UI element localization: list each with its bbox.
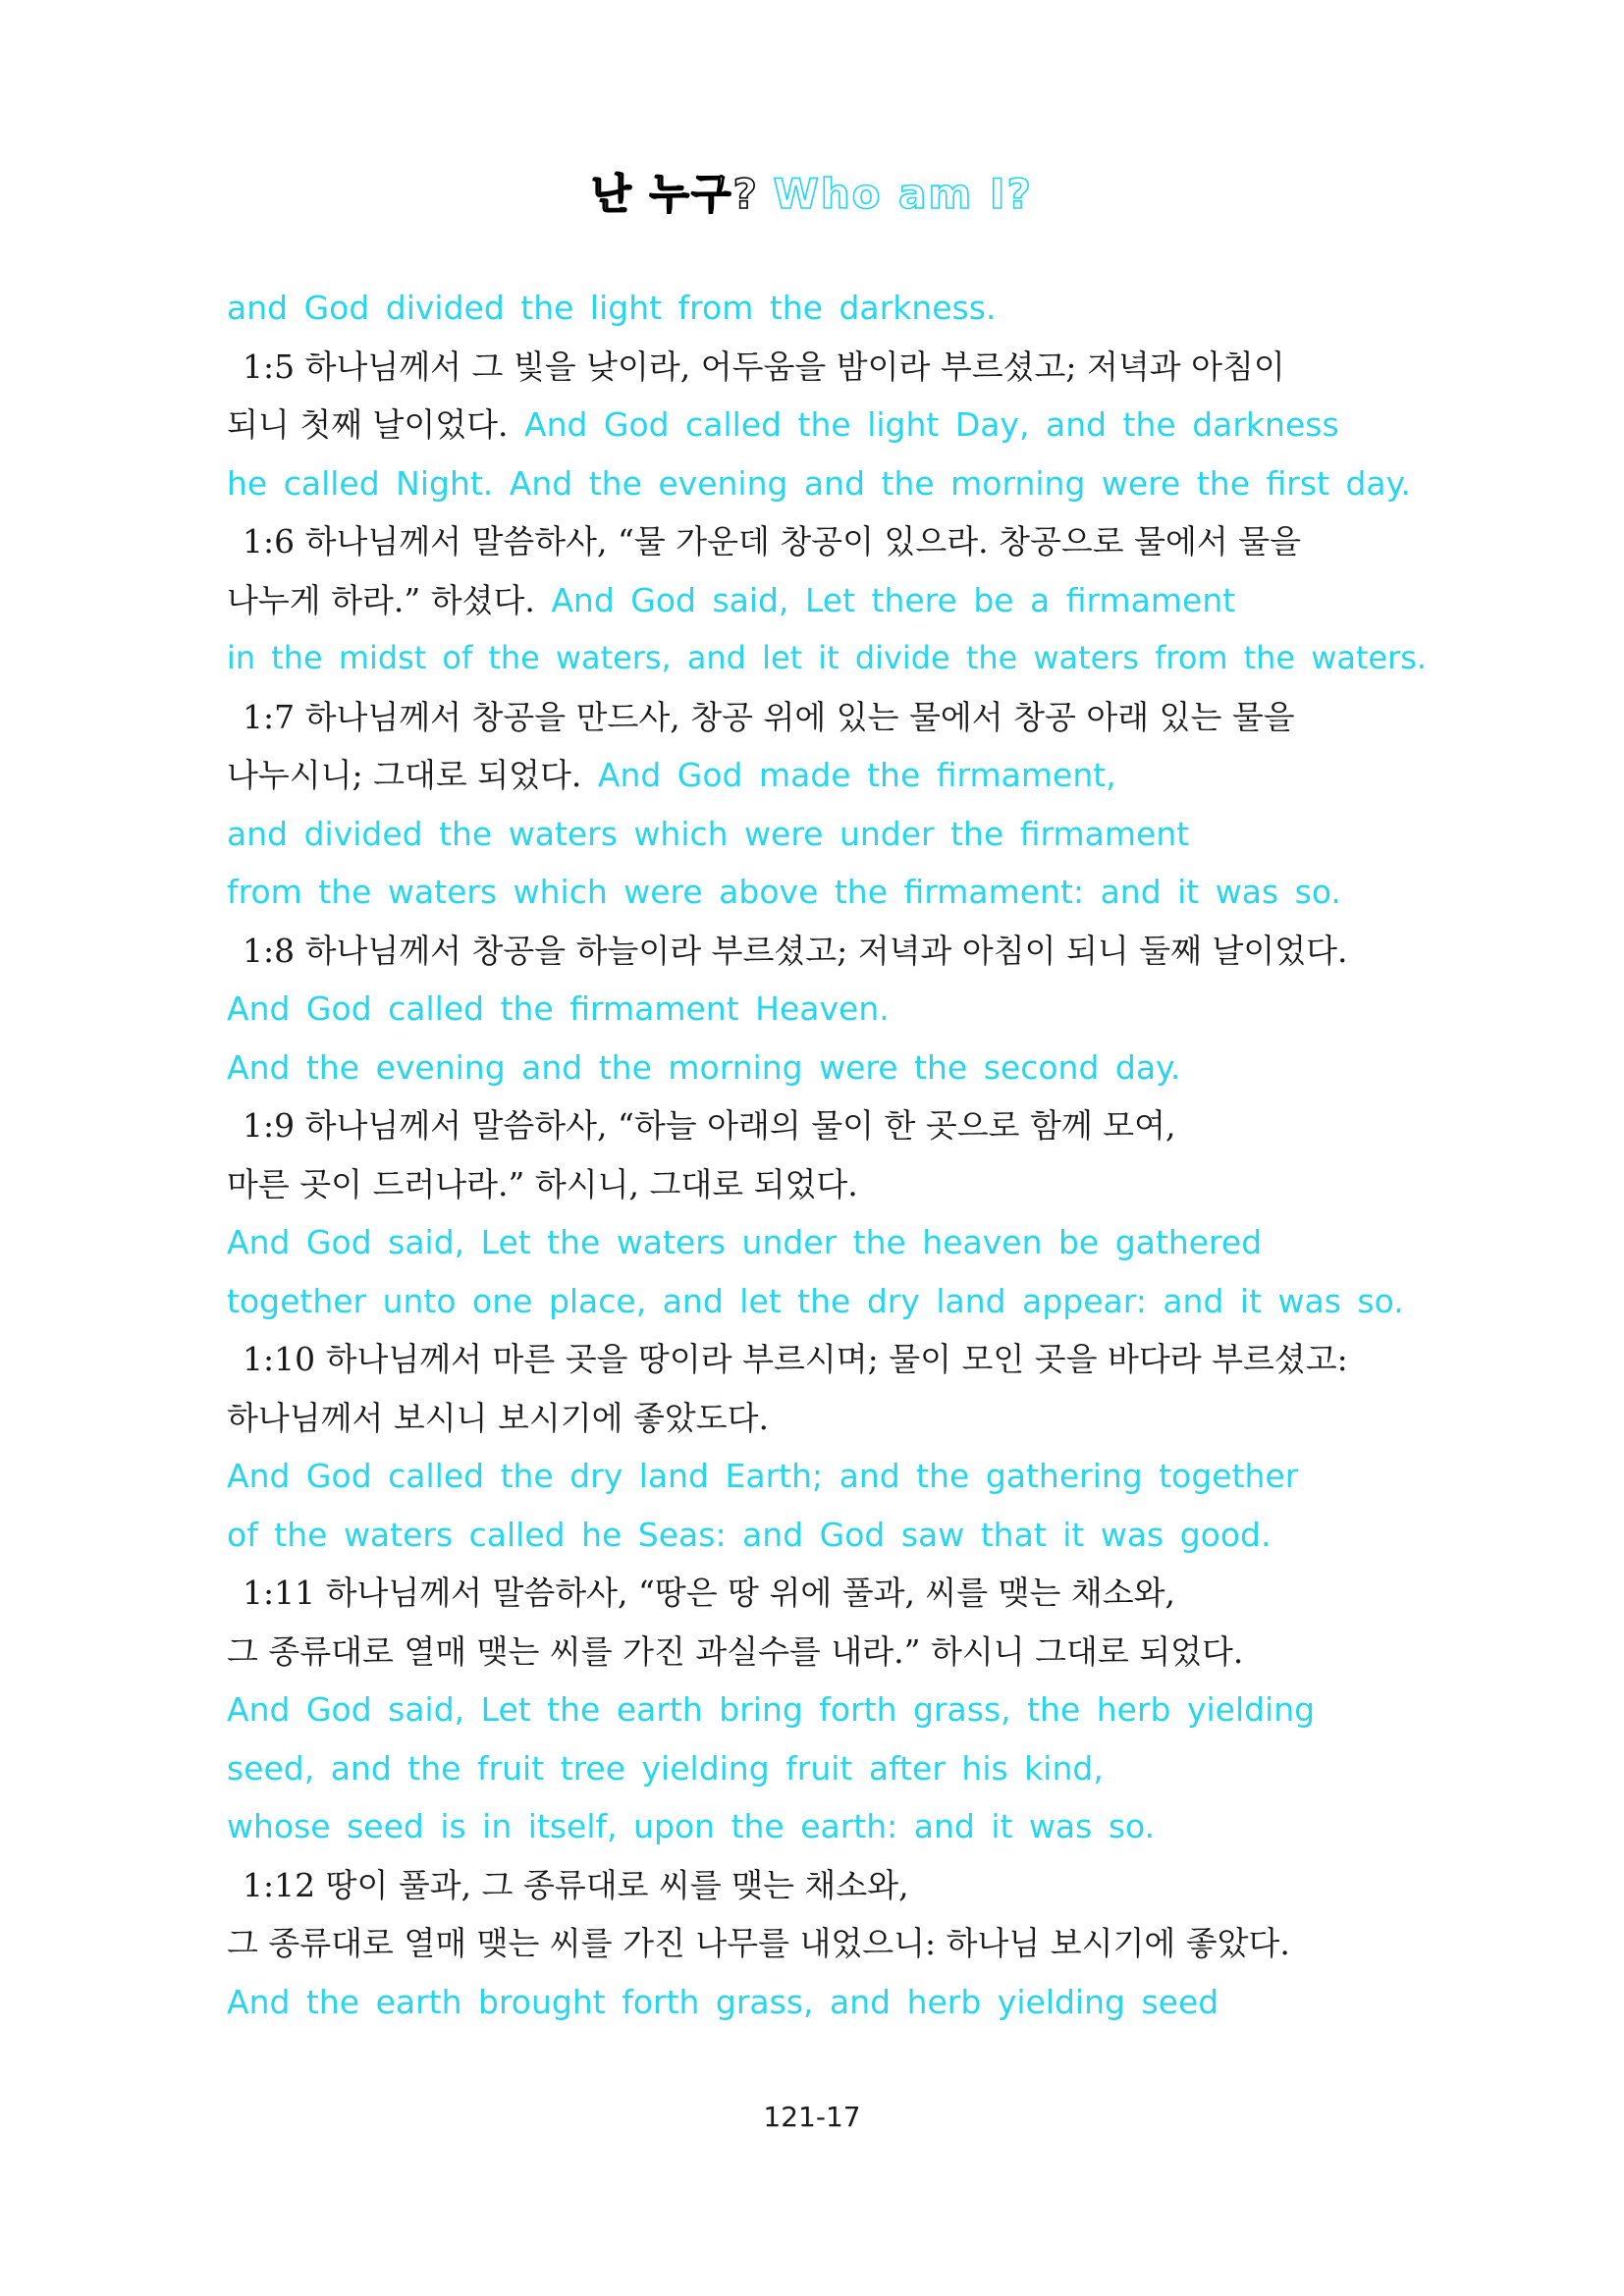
text-line: [227, 1564, 1425, 1623]
text-line: [227, 1039, 1425, 1097]
text-line: [227, 922, 1425, 981]
text-line: [227, 512, 1425, 571]
english-text: And God called the dry land Earth; and the gathering together: [227, 1457, 1299, 1495]
korean-text: 나누시니; 그대로 되었다.: [227, 756, 582, 794]
text-line: [227, 1623, 1425, 1682]
text-line: [227, 688, 1425, 747]
text-line: [227, 1973, 1425, 2032]
korean-text: 1:11 하나님께서 말씀하사, “땅은 땅 위에 풀과, 씨를 맺는 채소와,: [243, 1574, 1176, 1612]
text-line: [227, 279, 1425, 338]
english-text: he called Night. And the evening and the morning were the first day.: [227, 463, 1411, 503]
text-line: [227, 338, 1425, 397]
korean-text: 1:12 땅이 풀과, 그 종류대로 씨를 맺는 채소와,: [243, 1865, 909, 1904]
english-text: And God made the firmament,: [581, 756, 1116, 794]
text-line: [227, 396, 1425, 454]
text-line: [227, 629, 1425, 688]
korean-text: 그 종류대로 열매 맺는 씨를 가진 과실수를 내라.” 하시니 그대로 되었다.: [227, 1631, 1244, 1671]
text-line: [227, 1914, 1425, 1973]
korean-text: 1:5 하나님께서 그 빛을 낮이라, 어두움을 밤이라 부르셨고; 저녁과 아침이: [243, 347, 1285, 386]
text-line: [227, 1506, 1425, 1565]
text-line: [227, 1797, 1425, 1856]
text-line: [227, 1155, 1425, 1214]
text-line: [227, 1681, 1425, 1739]
english-text: And God called the firmament Heaven.: [227, 989, 890, 1028]
korean-text: 1:6 하나님께서 말씀하사, “물 가운데 창공이 있으라. 창공으로 물에서 물을: [243, 522, 1301, 561]
korean-text: 마른 곳이 드러나라.” 하시니, 그대로 되었다.: [227, 1164, 858, 1203]
korean-text: 1:10 하나님께서 마른 곳을 땅이라 부르시며; 물이 모인 곳을 바다라 부르셨고:: [243, 1340, 1348, 1378]
text-line: [227, 1330, 1425, 1389]
text-line: [227, 1739, 1425, 1798]
text-line: [227, 571, 1425, 630]
english-text: of the waters called he Seas: and God saw that it was good.: [227, 1515, 1272, 1554]
korean-text: 되니 첫째 날이었다.: [227, 405, 509, 444]
text-line: [227, 1096, 1425, 1155]
english-text: And God said, Let there be a firmament: [534, 580, 1236, 619]
english-text: whose seed is in itself, upon the earth: and it was so.: [227, 1807, 1156, 1845]
korean-text: 1:9 하나님께서 말씀하사, “하늘 아래의 물이 한 곳으로 함께 모여,: [243, 1106, 1176, 1145]
english-text: seed, and the fruit tree yielding fruit after his kind,: [227, 1748, 1104, 1788]
title-english: Who am I?: [773, 170, 1033, 218]
text-line: [227, 805, 1425, 864]
text-line: [227, 1272, 1425, 1331]
english-text: And the earth brought forth grass, and herb yielding seed: [227, 1982, 1219, 2021]
scripture-text: [227, 279, 1425, 2031]
korean-text: 1:8 하나님께서 창공을 하늘이라 부르셨고; 저녁과 아침이 되니 둘째 날이었다.: [243, 931, 1348, 970]
korean-text: 하나님께서 보시니 보시기에 좋았도다.: [227, 1398, 770, 1437]
english-text: from the waters which were above the firmament: and it was so.: [227, 873, 1341, 911]
english-text: And the evening and the morning were the second day.: [227, 1047, 1181, 1087]
korean-text: 1:7 하나님께서 창공을 만드사, 창공 위에 있는 물에서 창공 아래 있는 물을: [243, 697, 1295, 736]
title-korean: 난 누구?: [591, 170, 759, 218]
text-line: [227, 1213, 1425, 1272]
text-line: [227, 1856, 1425, 1915]
text-line: [227, 454, 1425, 513]
english-text: And God said, Let the earth bring forth grass, the herb yielding: [227, 1690, 1316, 1729]
korean-text: 나누게 하라.” 하셨다.: [227, 580, 535, 619]
text-line: [227, 980, 1425, 1039]
english-text: And God called the light Day, and the darkness: [508, 405, 1339, 444]
page-title: [0, 167, 1624, 222]
english-text: in the midst of the waters, and let it divide the waters from the waters.: [227, 639, 1427, 676]
english-text: together unto one place, and let the dry land appear: and it was so.: [227, 1281, 1404, 1320]
english-text: and divided the waters which were under the firmament: [227, 814, 1190, 853]
page-number: 121-17: [763, 2101, 861, 2133]
english-text: and God divided the light from the darkness.: [227, 289, 997, 327]
text-line: [227, 1447, 1425, 1506]
text-line: [227, 1389, 1425, 1448]
korean-text: 그 종류대로 열매 맺는 씨를 가진 나무를 내었으니: 하나님 보시기에 좋았다.: [227, 1924, 1290, 1962]
text-line: [227, 746, 1425, 805]
english-text: And God said, Let the waters under the heaven be gathered: [227, 1223, 1263, 1261]
text-line: [227, 863, 1425, 922]
